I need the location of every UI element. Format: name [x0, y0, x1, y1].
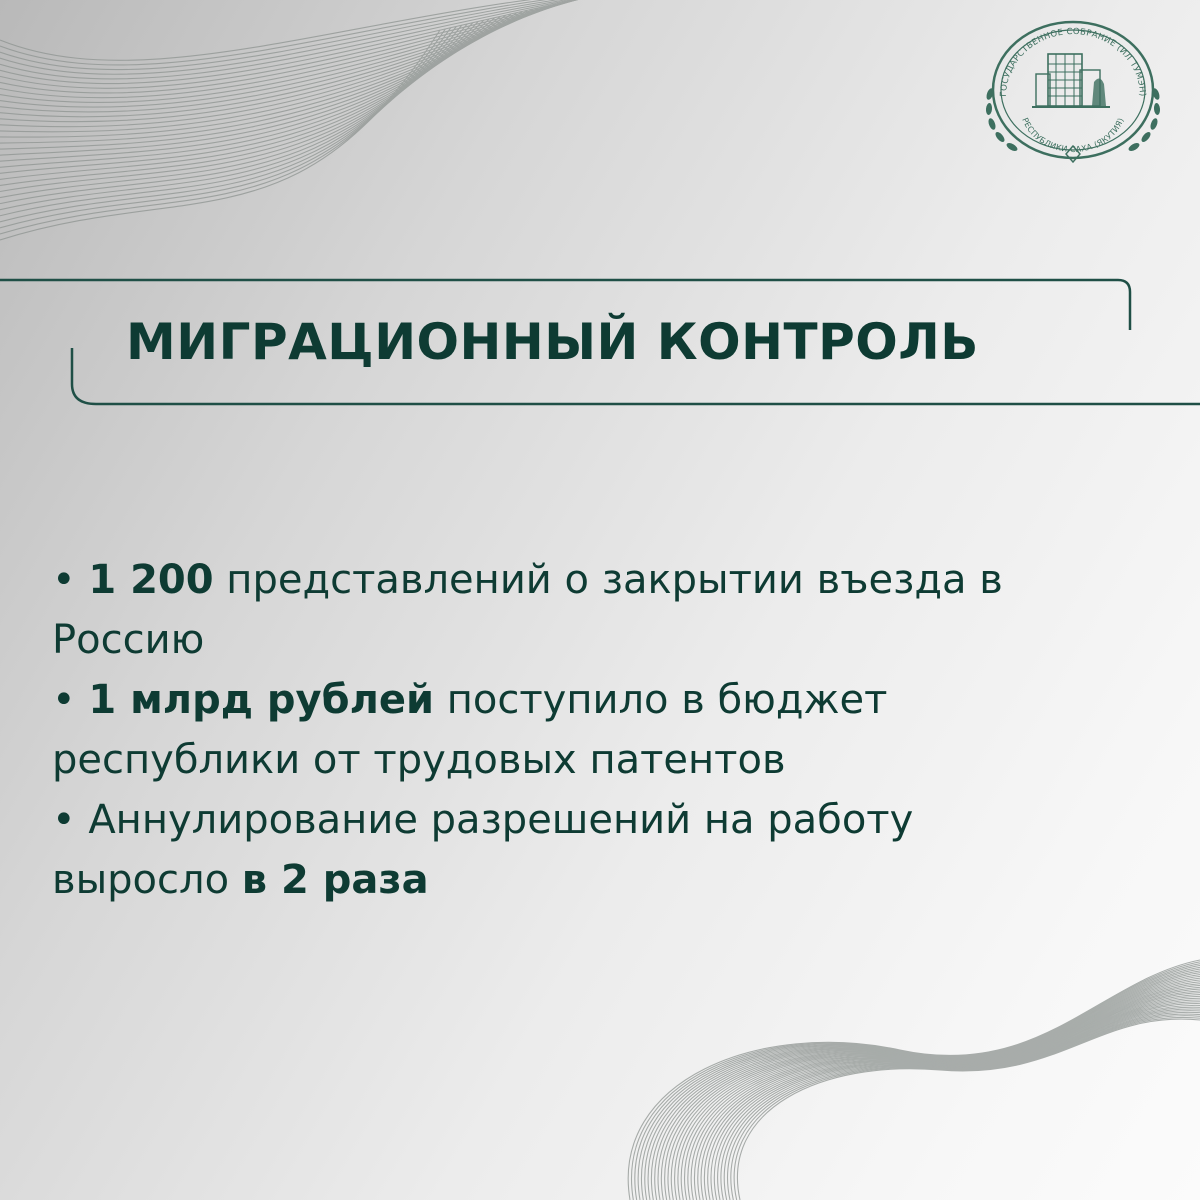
item-text: представлений о закрытии въезда в — [226, 557, 1003, 603]
bullet: • — [52, 797, 76, 843]
wave-line — [685, 991, 1200, 1200]
wave-line — [0, 0, 576, 98]
wave-line — [728, 1014, 1200, 1200]
wave-line — [0, 1, 571, 103]
wave-line — [0, 0, 598, 79]
emblem-text-bottom: РЕСПУБЛИКИ САХА (ЯКУТИЯ) — [1020, 116, 1126, 155]
wave-line — [665, 980, 1200, 1200]
wave-line — [688, 993, 1200, 1200]
wave-line — [0, 26, 456, 221]
wave-line — [0, 20, 484, 191]
laurel-icon — [985, 87, 1161, 155]
wave-line — [661, 978, 1200, 1200]
wave-line — [0, 0, 604, 74]
wave-line — [651, 973, 1200, 1200]
wave-line — [0, 11, 527, 143]
wave-line — [645, 969, 1200, 1200]
wave-line — [0, 24, 467, 210]
building-icon — [1032, 54, 1110, 107]
page-title: МИГРАЦИОННЫЙ КОНТРОЛЬ — [126, 313, 979, 371]
wave-line — [0, 17, 500, 174]
item-text: поступило в бюджет — [446, 677, 888, 723]
wave-line — [0, 2, 565, 107]
wave-line — [681, 989, 1200, 1200]
svg-text:РЕСПУБЛИКИ САХА (ЯКУТИЯ) — [1020, 116, 1125, 154]
list-item — [52, 790, 1152, 910]
wave-line — [704, 1002, 1200, 1200]
wave-line — [658, 976, 1200, 1200]
wave-line — [718, 1009, 1200, 1200]
wave-line — [721, 1011, 1200, 1200]
item-text: Аннулирование разрешений на работу — [88, 797, 914, 843]
wave-line — [691, 995, 1200, 1200]
wave-line — [0, 28, 451, 228]
item-text-continuation: республики от трудовых патентов — [52, 737, 786, 783]
highlight-value: 1 млрд рублей — [88, 677, 435, 723]
wave-line — [635, 964, 1200, 1200]
wave-line — [0, 22, 478, 198]
wave-line — [0, 13, 516, 155]
item-text-continuation: Россию — [52, 617, 205, 663]
highlight-value: в 2 раза — [241, 857, 429, 903]
wave-line — [711, 1005, 1200, 1200]
list-item — [52, 550, 1152, 670]
highlight-value: 1 200 — [88, 557, 214, 603]
wave-line — [0, 6, 549, 122]
wave-line — [694, 996, 1200, 1200]
wave-line — [0, 19, 489, 185]
wave-line — [638, 965, 1200, 1200]
wave-line — [0, 18, 495, 180]
wave-line — [0, 3, 560, 112]
wave-line — [0, 8, 538, 132]
wave-line — [708, 1004, 1200, 1200]
bullet: • — [52, 557, 76, 603]
wave-line — [0, 14, 511, 161]
wave-line — [0, 29, 445, 234]
wave-line — [0, 0, 582, 93]
bullet-list — [52, 550, 1152, 910]
wave-line — [0, 25, 462, 216]
wave-line — [724, 1012, 1200, 1200]
wave-line — [678, 987, 1200, 1200]
wave-line — [671, 984, 1200, 1200]
wave-line — [0, 12, 522, 149]
emblem-text-top: ГОСУДАРСТВЕННОЕ СОБРАНИЕ (ИЛ ТУМЭН) — [998, 26, 1148, 97]
wave-line — [0, 0, 615, 65]
wave-line — [0, 0, 620, 60]
wave-line — [648, 971, 1200, 1200]
wave-line — [0, 9, 533, 137]
wave-line — [0, 0, 609, 70]
wave-line — [641, 967, 1200, 1200]
bullet: • — [52, 677, 76, 723]
wave-line — [0, 15, 505, 167]
wave-line — [701, 1000, 1200, 1200]
wave-line — [698, 998, 1200, 1200]
wave-line — [632, 962, 1200, 1200]
wave-line — [0, 30, 440, 240]
list-item — [52, 670, 1152, 790]
wave-line — [714, 1007, 1200, 1200]
wave-line — [668, 982, 1200, 1200]
wave-line — [0, 23, 473, 204]
wave-line — [628, 960, 1200, 1200]
wave-line — [0, 5, 555, 117]
wave-line — [655, 975, 1200, 1200]
wave-line — [0, 7, 544, 127]
wave-line — [731, 1016, 1200, 1200]
parliament-emblem — [976, 14, 1170, 164]
wave-line — [734, 1017, 1200, 1200]
wave-line — [737, 1019, 1200, 1200]
wave-line — [675, 985, 1200, 1200]
item-text-continuation: выросло — [52, 857, 230, 903]
wave-line — [0, 0, 587, 88]
wave-line — [0, 0, 593, 84]
